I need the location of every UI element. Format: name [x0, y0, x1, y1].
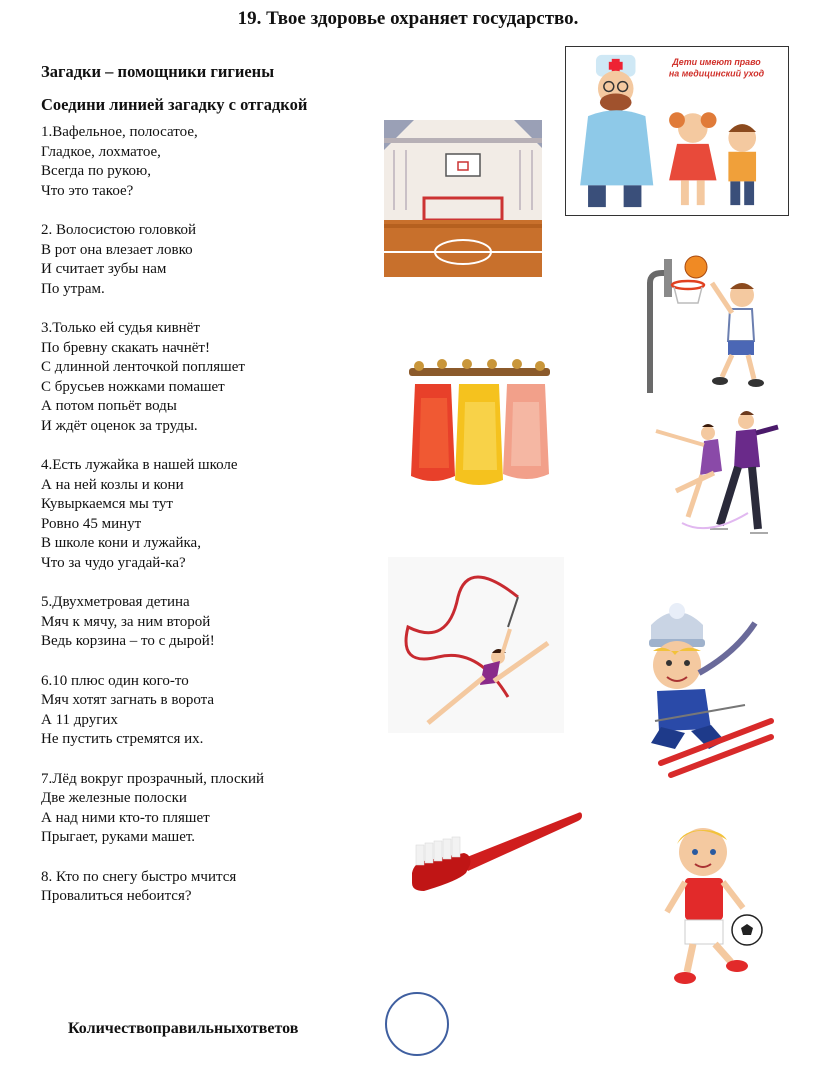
toothbrush	[406, 807, 584, 895]
poster-text-line2: на медицинский уход	[668, 68, 765, 79]
riddle-8	[41, 868, 371, 907]
riddle-line: По бревну скакать начнёт!	[41, 339, 210, 356]
riddle-line: 7.Лёд вокруг прозрачный, плоский	[41, 770, 265, 787]
riddle-line: 1.Вафельное, полосатое,	[41, 124, 198, 140]
toothbrush-icon	[406, 807, 584, 895]
riddle-line: Ровно 45 минут	[41, 515, 142, 532]
riddle-line: И считает зубы нам	[41, 261, 167, 278]
riddle-line: А на ней козлы и кони	[41, 476, 184, 493]
figure-skaters	[648, 405, 783, 543]
poster-text-line1: Дети имеют право	[672, 56, 761, 67]
gym-hall-icon	[384, 120, 542, 277]
riddle-line: Провалиться небоится?	[41, 888, 192, 905]
page-title: 19. Твое здоровье охраняет государство.	[237, 8, 579, 29]
answer-circle[interactable]	[385, 992, 449, 1056]
riddle-line: 8. Кто по снегу быстро мчится	[41, 868, 237, 885]
towels-on-hooks	[407, 358, 552, 490]
skier-boy	[625, 603, 775, 781]
riddle-line: С брусьев ножками помашет	[41, 378, 225, 395]
riddle-4	[41, 456, 371, 574]
riddle-2	[41, 221, 371, 299]
riddle-line: 5.Двухметровая детина	[41, 594, 190, 611]
riddle-3	[41, 319, 371, 437]
riddle-line: Мяч хотят загнать в ворота	[41, 692, 215, 709]
riddle-line: А над ними кто-то пляшет	[41, 809, 210, 826]
riddle-line: А потом попьёт воды	[41, 398, 177, 415]
task-instruction: Соедини линией загадку с отгадкой	[41, 95, 308, 114]
poster-doctor-children	[565, 46, 789, 216]
skier-icon	[625, 603, 775, 781]
football-boy	[655, 822, 767, 994]
riddle-line: 2. Волосистою головкой	[41, 221, 197, 238]
riddle-6	[41, 672, 371, 750]
gym-hall	[384, 120, 542, 277]
basketball-player	[640, 243, 765, 393]
riddle-line: Всегда по рукою,	[41, 163, 152, 180]
riddle-5	[41, 593, 371, 652]
riddle-7	[41, 770, 371, 848]
doctor-children-icon	[566, 47, 788, 215]
riddle-line: 6.10 плюс один кого-то	[41, 672, 189, 689]
riddle-line: А 11 других	[41, 711, 118, 728]
riddle-line: Мяч к мячу, за ним второй	[41, 613, 211, 630]
correct-answers-label: Количествоправильныхответов	[68, 1020, 299, 1037]
riddle-line: И ждёт оценок за труды.	[41, 417, 198, 434]
riddle-line: С длинной ленточкой попляшет	[41, 359, 245, 376]
riddle-line: Две железные полоски	[41, 790, 187, 807]
riddle-line: Прыгает, руками машет.	[41, 829, 196, 846]
rhythmic-gymnast	[388, 557, 564, 733]
riddle-line: Что за чудо угадай-ка?	[41, 555, 186, 572]
section-heading: Загадки – помощники гигиены	[41, 62, 275, 81]
riddle-line: Ведь корзина – то с дырой!	[41, 633, 215, 650]
riddle-line: В школе кони и лужайка,	[41, 535, 201, 552]
basketball-player-icon	[640, 243, 765, 393]
riddle-line: Кувыркаемся мы тут	[41, 496, 173, 513]
riddle-line: В рот она влезает ловко	[41, 241, 193, 258]
riddle-line: Что это такое?	[41, 182, 134, 199]
riddle-line: Не пустить стремятся их.	[41, 731, 204, 748]
riddle-line: 4.Есть лужайка в нашей школе	[41, 457, 238, 474]
riddle-line: 3.Только ей судья кивнёт	[41, 319, 200, 336]
riddle-line: Гладкое, лохматое,	[41, 143, 161, 160]
riddle-1	[41, 123, 371, 201]
riddle-line: По утрам.	[41, 280, 105, 297]
football-icon	[655, 822, 767, 994]
figure-skating-icon	[648, 405, 783, 543]
gymnast-ribbon-icon	[388, 557, 564, 733]
towels-icon	[407, 358, 552, 490]
riddles-list	[41, 123, 371, 926]
